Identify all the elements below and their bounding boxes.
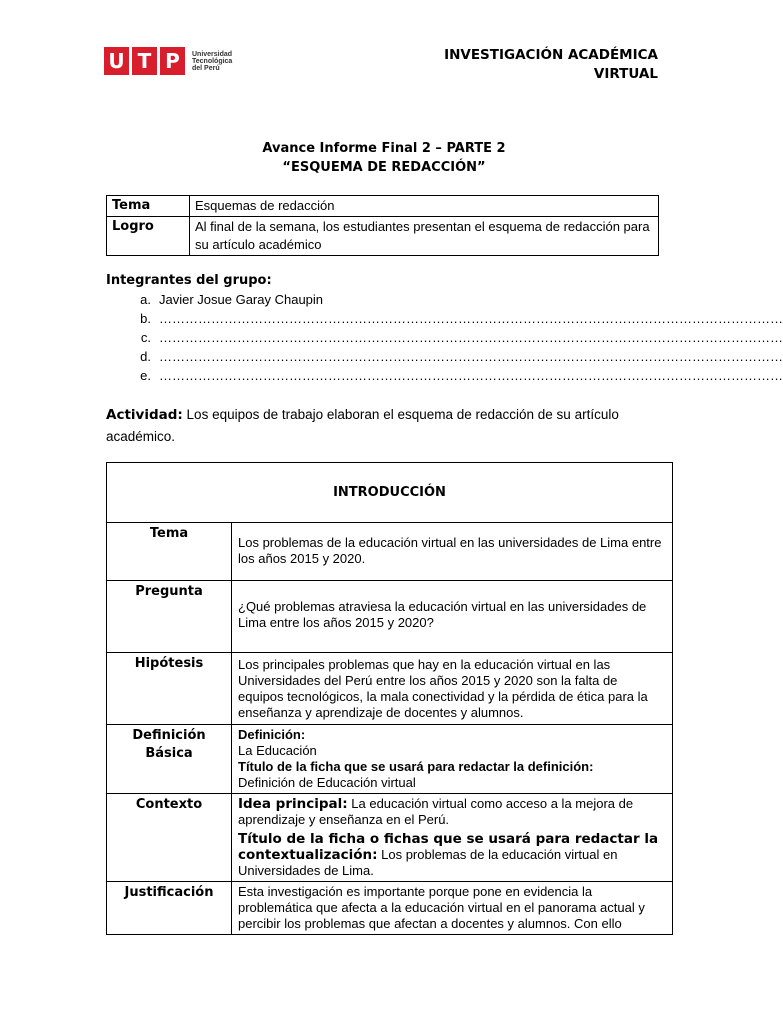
scheme-table	[106, 462, 673, 935]
scheme-pregunta-label: Pregunta	[107, 581, 232, 653]
definicion-label-line-1: Definición	[132, 728, 206, 743]
definicion-label-line-2: Básica	[145, 746, 193, 761]
logo-text-line: del Perú	[192, 64, 220, 72]
meta-logro-value: Al final de la semana, los estudiantes presentan el esquema de redacción para su artículo académico	[190, 217, 659, 256]
scheme-justificacion-value: Esta investigación es importante porque pone en evidencia la problemática que afecta a la educación virtual en el panorama actual y percibir los problemas que afectan a docentes y alumnos. Con ello	[232, 882, 673, 935]
activity-text: Los equipos de trabajo elaboran el esquema de redacción de su artículo académico.	[106, 407, 619, 444]
scheme-header: INTRODUCCIÓN	[107, 463, 673, 523]
definicion-ficha-value: Definición de Educación virtual	[238, 775, 416, 790]
definicion-heading: Definición:	[238, 727, 306, 742]
logo-letter-t: T	[132, 47, 157, 75]
logo-text	[192, 51, 232, 72]
definicion-ficha-heading: Título de la ficha que se usará para redactar la definición:	[238, 759, 594, 774]
list-item	[106, 328, 783, 347]
scheme-row-justificacion	[107, 882, 673, 935]
group-members	[106, 273, 783, 385]
list-item	[106, 347, 783, 366]
list-item	[106, 309, 783, 328]
activity-label: Actividad:	[106, 407, 183, 423]
contexto-ficha-text: Los problemas de la educación virtual en Universidades de Lima.	[238, 847, 618, 878]
scheme-pregunta-value: ¿Qué problemas atraviesa la educación virtual en las universidades de Lima entre los años 2015 y 2020?	[232, 581, 673, 653]
scheme-hipotesis-value: Los principales problemas que hay en la educación virtual en las Universidades del Perú entre los años 2015 y 2020 son la falta de equipos tecnológicos, la mala conectividad y la pérdida de ética para la enseñanza y aprendizaje de docentes y alumnos.	[232, 653, 673, 725]
meta-tema-label: Tema	[107, 196, 190, 217]
scheme-contexto-value	[232, 794, 673, 882]
meta-table	[106, 195, 659, 256]
logo-text-line: Universidad	[192, 50, 233, 58]
scheme-hipotesis-label: Hipótesis	[107, 653, 232, 725]
contexto-idea-heading: Idea principal:	[238, 796, 348, 812]
logo-letter-u: U	[104, 47, 129, 75]
meta-tema-value: Esquemas de redacción	[190, 196, 659, 217]
member-name: Javier Josue Garay Chaupin	[159, 292, 324, 307]
scheme-tema-label: Tema	[107, 523, 232, 581]
member-placeholder: ………………………………………………………………………………………………………………………………	[159, 330, 783, 345]
scheme-row-pregunta	[107, 581, 673, 653]
title-line-2: “ESQUEMA DE REDACCIÓN”	[282, 160, 486, 175]
member-placeholder: ………………………………………………………………………………………………………………………………	[159, 368, 783, 383]
header-line-1: INVESTIGACIÓN ACADÉMICA	[444, 47, 658, 63]
scheme-row-tema	[107, 523, 673, 581]
meta-row-logro	[107, 217, 659, 256]
scheme-row-definicion	[107, 725, 673, 794]
contexto-ficha	[238, 831, 666, 879]
scheme-contexto-label: Contexto	[107, 794, 232, 882]
logo-text-line: Tecnológica	[192, 57, 233, 65]
utp-logo	[104, 47, 232, 75]
header-line-2: VIRTUAL	[593, 66, 658, 82]
member-placeholder: ………………………………………………………………………………………………………………………………	[159, 311, 783, 326]
document-title	[0, 139, 768, 177]
meta-logro-label: Logro	[107, 217, 190, 256]
scheme-tema-value: Los problemas de la educación virtual en las universidades de Lima entre los años 2015 y 2020.	[232, 523, 673, 581]
members-heading: Integrantes del grupo:	[106, 273, 272, 288]
logo-letter-p: P	[160, 47, 185, 75]
list-letter: a.	[140, 292, 151, 307]
list-letter: b.	[140, 311, 151, 326]
contexto-idea-text: La educación virtual como acceso a la mejora de aprendizaje y enseñanza en el Perú.	[238, 796, 634, 827]
scheme-justificacion-label: Justificación	[107, 882, 232, 935]
list-item	[106, 366, 783, 385]
members-list	[106, 290, 783, 385]
scheme-header-row	[107, 463, 673, 523]
scheme-definicion-value	[232, 725, 673, 794]
list-letter: c.	[140, 330, 151, 345]
definicion-value: La Educación	[238, 743, 317, 758]
scheme-row-hipotesis	[107, 653, 673, 725]
scheme-row-contexto	[107, 794, 673, 882]
member-placeholder: ………………………………………………………………………………………………………………………………	[159, 349, 783, 364]
contexto-ficha-heading: Título de la ficha o fichas que se usará para redactar la contextualización:	[238, 831, 659, 863]
contexto-idea	[238, 796, 666, 828]
activity-paragraph	[106, 404, 626, 447]
meta-row-tema	[107, 196, 659, 217]
scheme-definicion-label	[107, 725, 232, 794]
list-letter: e.	[140, 368, 151, 383]
list-item	[106, 290, 664, 309]
title-line-1: Avance Informe Final 2 – PARTE 2	[262, 141, 506, 156]
document-header	[444, 46, 658, 84]
list-letter: d.	[140, 349, 151, 364]
